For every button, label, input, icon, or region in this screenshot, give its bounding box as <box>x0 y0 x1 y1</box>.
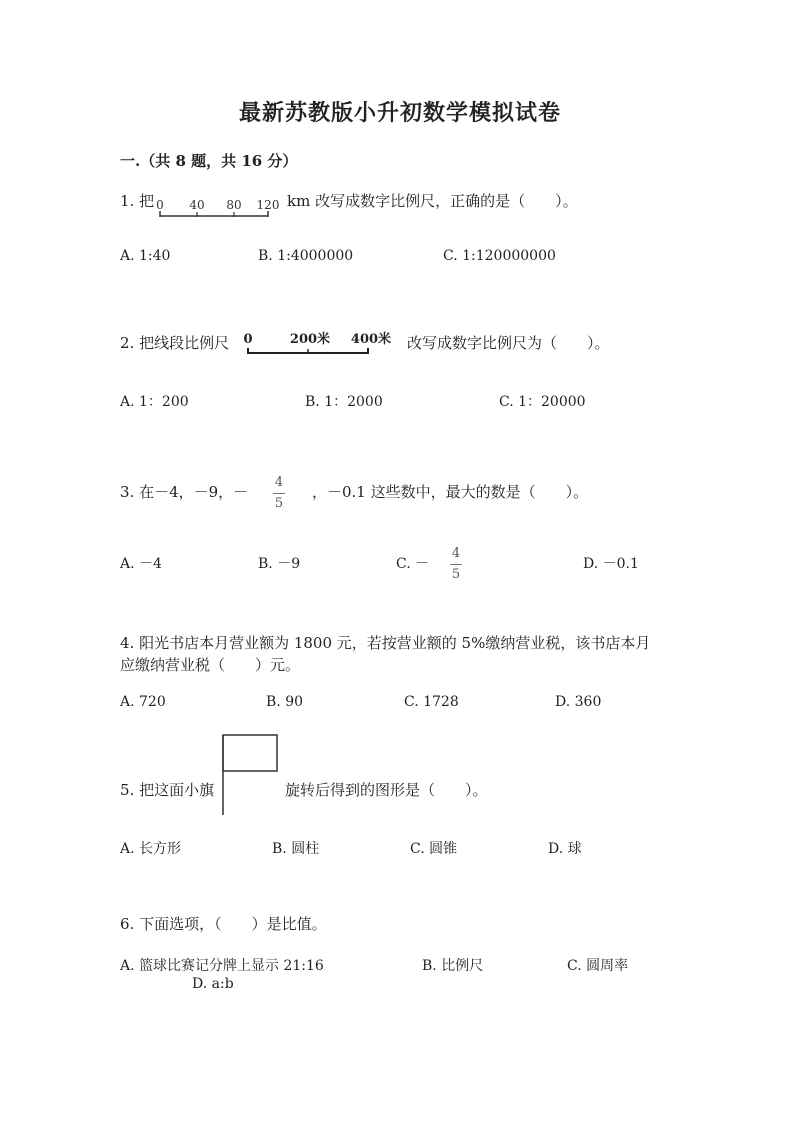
q1-suffix: km 改写成数字比例尺，正确的是（ ）。 <box>287 192 578 210</box>
q2-scale-tick-2: 400米 <box>350 332 392 347</box>
q5-option-a[interactable]: A. 长方形 <box>120 841 182 857</box>
q3-option-d[interactable]: D. －0.1 <box>583 556 639 572</box>
q3-option-c-denominator: 5 <box>451 567 461 582</box>
fraction-bar <box>450 564 462 565</box>
q1-option-b[interactable]: B. 1:4000000 <box>258 248 354 264</box>
q5-option-b[interactable]: B. 圆柱 <box>272 841 320 857</box>
q3-prefix: 3. 在－4，－9，－ <box>120 483 249 501</box>
q1-scale-bar-figure <box>156 196 282 220</box>
q2-scale-bar-figure <box>240 328 400 362</box>
q4-option-c[interactable]: C. 1728 <box>404 694 459 710</box>
q2-option-c[interactable]: C. 1：20000 <box>499 394 586 410</box>
q1-scale-tick-1: 40 <box>189 198 205 212</box>
q4-option-d[interactable]: D. 360 <box>555 694 602 710</box>
q3-option-a[interactable]: A. －4 <box>120 556 162 572</box>
q2-scale-tick-1: 200米 <box>289 332 331 347</box>
q1-scale-tick-0: 0 <box>156 198 164 212</box>
q1-scale-tick-2: 80 <box>226 198 242 212</box>
q3-fraction-numerator: 4 <box>274 475 284 490</box>
q3-option-c[interactable]: C. － <box>396 556 430 572</box>
q5-option-c[interactable]: C. 圆锥 <box>410 841 458 857</box>
q3-fraction <box>273 475 285 512</box>
q6-option-c[interactable]: C. 圆周率 <box>567 958 629 974</box>
q3-option-c-fraction <box>450 546 462 583</box>
q5-option-d[interactable]: D. 球 <box>548 841 582 857</box>
q6-stem: 6. 下面选项，（ ）是比值。 <box>120 915 327 933</box>
q4-stem-line-1: 4. 阳光书店本月营业额为 1800 元，若按营业额的 5%缴纳营业税，该书店本月 <box>120 634 651 652</box>
q4-stem-line-2: 应缴纳营业税（ ）元。 <box>120 656 301 674</box>
q6-option-a[interactable]: A. 篮球比赛记分牌上显示 21:16 <box>120 958 324 974</box>
q4-option-b[interactable]: B. 90 <box>266 694 304 710</box>
q3-option-c-numerator: 4 <box>451 546 461 561</box>
q3-fraction-denominator: 5 <box>274 496 284 511</box>
q2-option-a[interactable]: A. 1：200 <box>120 394 189 410</box>
q2-option-b[interactable]: B. 1：2000 <box>305 394 383 410</box>
q5-prefix: 5. 把这面小旗 <box>120 781 215 799</box>
q3-option-b[interactable]: B. －9 <box>258 556 301 572</box>
q1-scale-tick-3: 120 <box>256 198 280 212</box>
q1-prefix: 1. 把 <box>120 192 155 210</box>
q1-option-a[interactable]: A. 1:40 <box>120 248 171 264</box>
q6-option-d[interactable]: D. a:b <box>192 976 234 992</box>
page-title: 最新苏教版小升初数学模拟试卷 <box>238 100 561 126</box>
q1-option-c[interactable]: C. 1:120000000 <box>443 248 556 264</box>
q6-option-b[interactable]: B. 比例尺 <box>422 958 484 974</box>
section-heading: 一.（共 8 题，共 16 分） <box>120 152 298 170</box>
q2-scale-tick-0: 0 <box>243 332 253 347</box>
flag-figure <box>218 732 282 818</box>
q5-suffix: 旋转后得到的图形是（ ）。 <box>285 781 488 799</box>
q3-suffix: ，－0.1 这些数中，最大的数是（ ）。 <box>312 483 589 501</box>
q2-prefix: 2. 把线段比例尺 <box>120 334 230 352</box>
fraction-bar <box>273 493 285 494</box>
q2-suffix: 改写成数字比例尺为（ ）。 <box>407 334 610 352</box>
q4-option-a[interactable]: A. 720 <box>120 694 166 710</box>
